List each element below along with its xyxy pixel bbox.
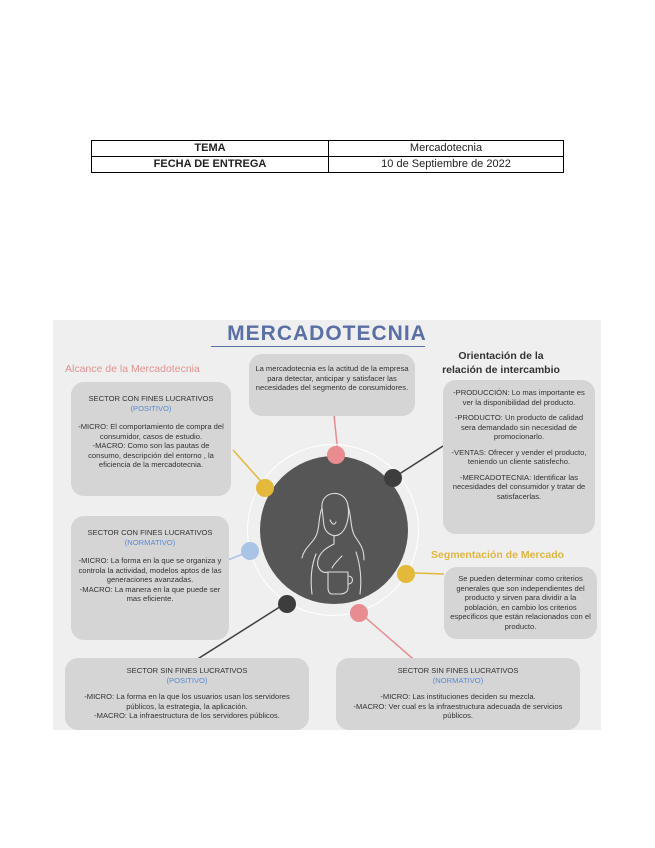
card-orientacion bbox=[443, 380, 595, 534]
orientacion-produccion: -PRODUCCIÓN: Lo mas importante es ver la disponibilidad del producto. bbox=[453, 388, 585, 407]
dot-blue bbox=[241, 542, 259, 560]
infographic-panel bbox=[53, 320, 601, 730]
card-sin-normativo bbox=[336, 658, 580, 730]
alcance-label: Alcance de la Mercadotecnia bbox=[65, 363, 200, 375]
card-lucrativo-normativo bbox=[71, 516, 229, 640]
table-cell-value: 10 de Septiembre de 2022 bbox=[329, 157, 564, 173]
orientacion-mercadotecnia: -MERCADOTECNIA: Identificar las necesidades del consumidor y tratar de satisfacerlas. bbox=[452, 472, 586, 501]
segmentacion-label: Segmentación de Mercado bbox=[431, 549, 565, 561]
card-sin-positivo bbox=[65, 658, 309, 730]
card-segmentacion bbox=[444, 567, 597, 639]
card-macro: -MACRO: La manera en la que puede ser mas eficiente. bbox=[79, 584, 221, 603]
infographic-title: MERCADOTECNIA bbox=[227, 322, 427, 345]
card-tag: (POSITIVO) bbox=[130, 403, 172, 413]
dot-dark bbox=[384, 469, 402, 487]
table-row bbox=[92, 141, 564, 157]
orientacion-label: Orientación de la relación de intercambio bbox=[442, 350, 560, 376]
card-heading: SECTOR CON FINES LUCRATIVOS bbox=[88, 394, 214, 403]
table-cell-value: Mercadotecnia bbox=[329, 141, 564, 157]
card-macro: -MACRO: La infraestructura de los servidores públicos. bbox=[94, 711, 280, 720]
card-macro: -MACRO: Como son las pautas de consumo, descripción del entorno , la eficiencia de la mercadotecnia. bbox=[88, 441, 214, 469]
orientacion-ventas: -VENTAS: Ofrecer y vender el producto, teniendo un cliente satisfecho. bbox=[451, 447, 587, 466]
card-tag: (NORMATIVO) bbox=[124, 537, 176, 547]
card-heading: SECTOR SIN FINES LUCRATIVOS bbox=[397, 666, 519, 675]
card-micro: -MICRO: La forma en la que los usuarios usan los servidores públicos, la estrategia, la aplicación. bbox=[84, 692, 290, 711]
dot-gold bbox=[256, 479, 274, 497]
title-underline bbox=[211, 346, 425, 347]
card-lucrativo-positivo bbox=[71, 382, 231, 496]
card-macro: -MACRO: Ver cual es la infraestructura adecuada de servicios públicos. bbox=[353, 701, 563, 720]
definition-text: La mercadotecnia es la actitud de la empresa para detectar, anticipar y satisfacer las necesidades del segmento de consumidores. bbox=[255, 364, 409, 392]
card-heading: SECTOR SIN FINES LUCRATIVOS bbox=[126, 666, 248, 675]
info-table bbox=[91, 140, 564, 173]
orientacion-producto: -PRODUCTO: Un producto de calidad sera demandado sin necesidad de promocionarlo. bbox=[454, 413, 584, 441]
table-row bbox=[92, 157, 564, 173]
card-heading: SECTOR CON FINES LUCRATIVOS bbox=[87, 528, 213, 537]
dot-dark bbox=[278, 595, 296, 613]
table-cell-label: TEMA bbox=[92, 141, 329, 157]
card-tag: (POSITIVO) bbox=[166, 675, 208, 685]
dot-pink bbox=[350, 604, 368, 622]
card-micro: -MICRO: Las instituciones deciden su mezcla. bbox=[380, 692, 536, 701]
card-micro: -MICRO: El comportamiento de compra del consumidor, casos de estudio. bbox=[78, 422, 224, 441]
definition-card bbox=[249, 354, 415, 416]
table-cell-label: FECHA DE ENTREGA bbox=[92, 157, 329, 173]
card-tag: (NORMATIVO) bbox=[432, 675, 484, 685]
dot-gold bbox=[397, 565, 415, 583]
card-micro: -MICRO: La forma en la que se organiza y controla la actividad, modelos aptos de las generaciones avanzadas. bbox=[78, 556, 222, 584]
dot-pink bbox=[327, 446, 345, 464]
segmentacion-text: Se pueden determinar como criterios generales que son independientes del producto y sirven para dividir a la población, en cambio los criterios especificos que están relacionados con el producto. bbox=[450, 574, 591, 631]
